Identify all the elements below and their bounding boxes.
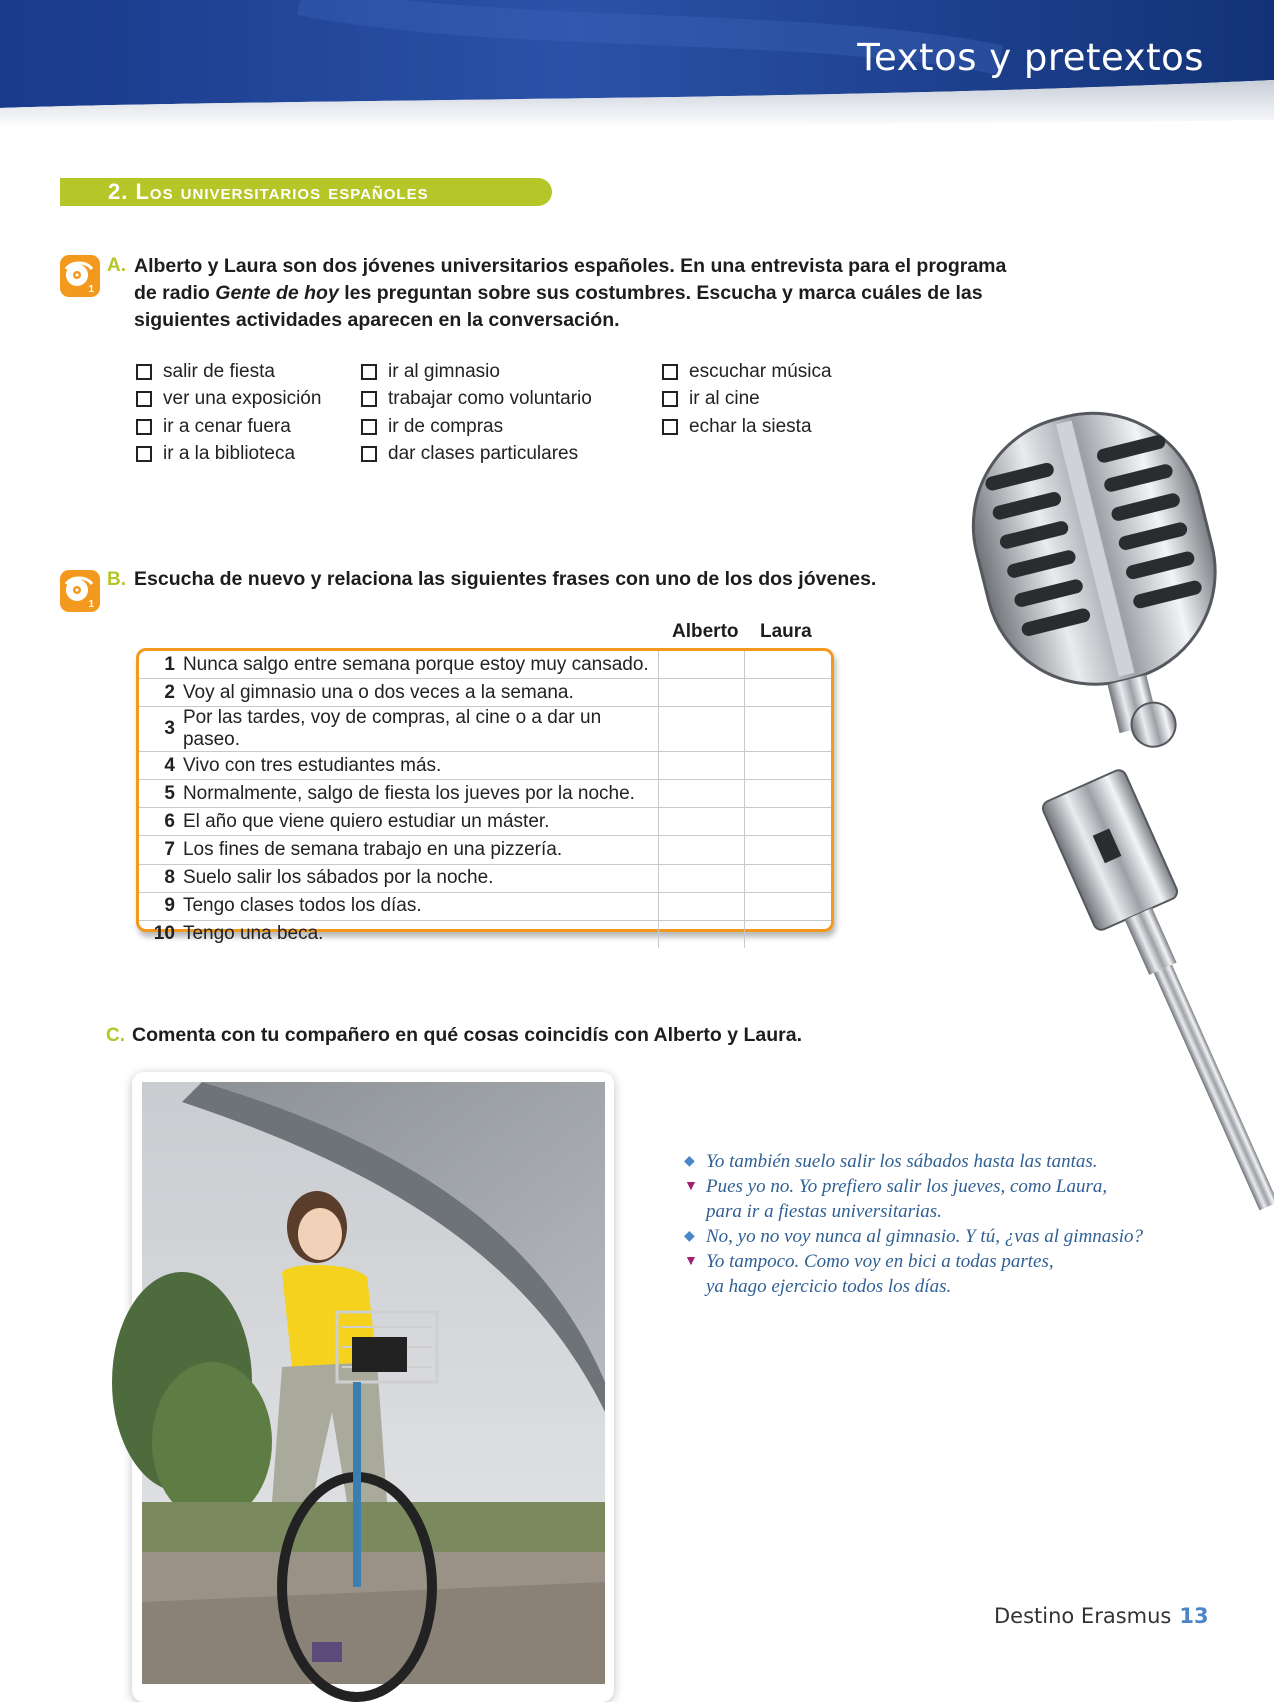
option-item[interactable]: ir de compras <box>361 413 592 441</box>
cell-laura[interactable] <box>745 679 831 707</box>
cell-laura[interactable] <box>745 752 831 780</box>
table-row <box>139 752 831 780</box>
option-item[interactable]: escuchar música <box>662 358 832 386</box>
page-footer <box>994 1604 1209 1628</box>
row-sentence: Voy al gimnasio una o dos veces a la semana. <box>183 679 658 707</box>
audio-cd-icon[interactable] <box>60 570 100 612</box>
row-sentence: Tengo clases todos los días. <box>183 892 658 920</box>
option-item[interactable]: ir al cine <box>662 386 832 414</box>
checkbox[interactable] <box>136 364 152 380</box>
row-sentence: Normalmente, salgo de fiesta los jueves por la noche. <box>183 780 658 808</box>
option-item[interactable]: trabajar como voluntario <box>361 386 592 414</box>
exercise-b-instructions: Escucha de nuevo y relaciona las siguientes frases con uno de los dos jóvenes. <box>134 568 877 590</box>
cell-alberto[interactable] <box>658 836 745 864</box>
checkbox[interactable] <box>662 419 678 435</box>
checkbox[interactable] <box>361 391 377 407</box>
row-sentence: El año que viene quiero estudiar un máster. <box>183 808 658 836</box>
cell-laura[interactable] <box>745 780 831 808</box>
row-sentence: Nunca salgo entre semana porque estoy muy cansado. <box>183 651 658 679</box>
option-item[interactable]: ver una exposición <box>136 386 321 414</box>
table-row <box>139 707 831 752</box>
exercise-letter-c: C. <box>106 1025 125 1046</box>
checkbox[interactable] <box>662 391 678 407</box>
instruction-line: siguientes actividades aparecen en la conversación. <box>134 309 620 331</box>
checkbox[interactable] <box>136 446 152 462</box>
row-number: 3 <box>139 707 183 752</box>
row-sentence: Tengo una beca. <box>182 923 324 945</box>
row-sentence: Vivo con tres estudiantes más. <box>183 752 658 780</box>
instruction-line: de radio Gente de hoy les preguntan sobre sus costumbres. Escucha y marca cuáles de las <box>134 282 983 304</box>
microphone-illustration <box>960 400 1274 1160</box>
row-number: 9 <box>139 892 183 920</box>
cell-laura[interactable] <box>745 836 831 864</box>
checkbox[interactable] <box>136 391 152 407</box>
options-column-3 <box>662 358 832 441</box>
row-number: 8 <box>139 864 183 892</box>
dialogue-line <box>684 1174 1143 1224</box>
row-number: 4 <box>139 752 183 780</box>
table-row <box>139 780 831 808</box>
exercise-letter-a: A. <box>107 255 126 276</box>
matching-table <box>136 648 834 945</box>
row-number: 10 <box>153 923 175 945</box>
table-row <box>139 892 831 920</box>
dialogue-text: Yo también suelo salir los sábados hasta las tantas. <box>706 1151 1098 1172</box>
checkbox[interactable] <box>361 419 377 435</box>
cell-laura[interactable] <box>745 864 831 892</box>
cyclist-photo <box>142 1082 605 1684</box>
cell-alberto[interactable] <box>658 679 745 707</box>
diamond-bullet-icon: ◆ <box>684 1229 695 1244</box>
exercise-a-instructions <box>134 253 1006 334</box>
cell-laura[interactable] <box>745 920 831 948</box>
option-item[interactable]: ir a la biblioteca <box>136 441 321 469</box>
chapter-title: Textos y pretextos <box>857 36 1204 79</box>
option-item[interactable]: ir al gimnasio <box>361 358 592 386</box>
cell-laura[interactable] <box>745 808 831 836</box>
row-number: 6 <box>139 808 183 836</box>
book-title: Destino Erasmus <box>994 1604 1172 1628</box>
option-item[interactable]: dar clases particulares <box>361 441 592 469</box>
page-number: 13 <box>1179 1604 1209 1628</box>
dialogue-text: No, yo no voy nunca al gimnasio. Y tú, ¿vas al gimnasio? <box>706 1226 1143 1247</box>
row-number: 1 <box>139 651 183 679</box>
dialogue-line <box>684 1249 1143 1299</box>
audio-track-number: 1 <box>88 599 94 610</box>
example-dialogue <box>684 1149 1143 1299</box>
table-row <box>139 808 831 836</box>
row-sentence: Por las tardes, voy de compras, al cine o a dar un paseo. <box>183 707 658 752</box>
checkbox[interactable] <box>361 446 377 462</box>
cell-laura[interactable] <box>745 651 831 679</box>
checkbox[interactable] <box>136 419 152 435</box>
cell-alberto[interactable] <box>658 892 745 920</box>
audio-cd-icon[interactable] <box>60 255 100 297</box>
table-row <box>139 836 831 864</box>
page-header <box>0 0 1274 150</box>
cell-alberto[interactable] <box>658 752 745 780</box>
triangle-bullet-icon: ▼ <box>684 1254 698 1269</box>
column-header-alberto: Alberto <box>672 621 739 642</box>
checkbox[interactable] <box>361 364 377 380</box>
cell-alberto[interactable] <box>658 707 745 752</box>
options-column-1 <box>136 358 321 468</box>
radio-program-name: Gente de hoy <box>215 282 339 304</box>
row-number: 2 <box>139 679 183 707</box>
options-column-2 <box>361 358 592 468</box>
audio-track-number: 1 <box>88 284 94 295</box>
exercise-c-instructions: Comenta con tu compañero en qué cosas coincidís con Alberto y Laura. <box>132 1024 802 1046</box>
column-header-laura: Laura <box>760 621 812 642</box>
row-sentence: Los fines de semana trabajo en una pizzería. <box>183 836 658 864</box>
cell-alberto[interactable] <box>658 864 745 892</box>
row-number: 5 <box>139 780 183 808</box>
dialogue-text: Pues yo no. Yo prefiero salir los jueves, como Laura, para ir a fiestas universitarias. <box>706 1176 1108 1222</box>
cell-alberto[interactable] <box>658 920 745 948</box>
table-row <box>139 651 831 679</box>
table-row <box>139 864 831 892</box>
cell-alberto[interactable] <box>658 808 745 836</box>
checkbox[interactable] <box>662 364 678 380</box>
cell-laura[interactable] <box>745 892 831 920</box>
diamond-bullet-icon: ◆ <box>684 1154 695 1169</box>
section-title: 2. Los universitarios españoles <box>108 179 429 204</box>
table-row <box>139 679 831 707</box>
cell-laura[interactable] <box>745 707 831 752</box>
dialogue-line <box>684 1224 1143 1249</box>
instruction-line: Alberto y Laura son dos jóvenes universitarios españoles. En una entrevista para el programa <box>134 255 1007 277</box>
option-item[interactable]: echar la siesta <box>662 413 832 441</box>
exercise-letter-b: B. <box>107 569 126 590</box>
triangle-bullet-icon: ▼ <box>684 1179 698 1194</box>
cell-alberto[interactable] <box>658 651 745 679</box>
option-item[interactable]: ir a cenar fuera <box>136 413 321 441</box>
table-row <box>139 920 831 948</box>
option-item[interactable]: salir de fiesta <box>136 358 321 386</box>
cell-alberto[interactable] <box>658 780 745 808</box>
dialogue-text: Yo tampoco. Como voy en bici a todas partes, ya hago ejercicio todos los días. <box>706 1251 1054 1297</box>
row-sentence: Suelo salir los sábados por la noche. <box>183 864 658 892</box>
row-number: 7 <box>139 836 183 864</box>
